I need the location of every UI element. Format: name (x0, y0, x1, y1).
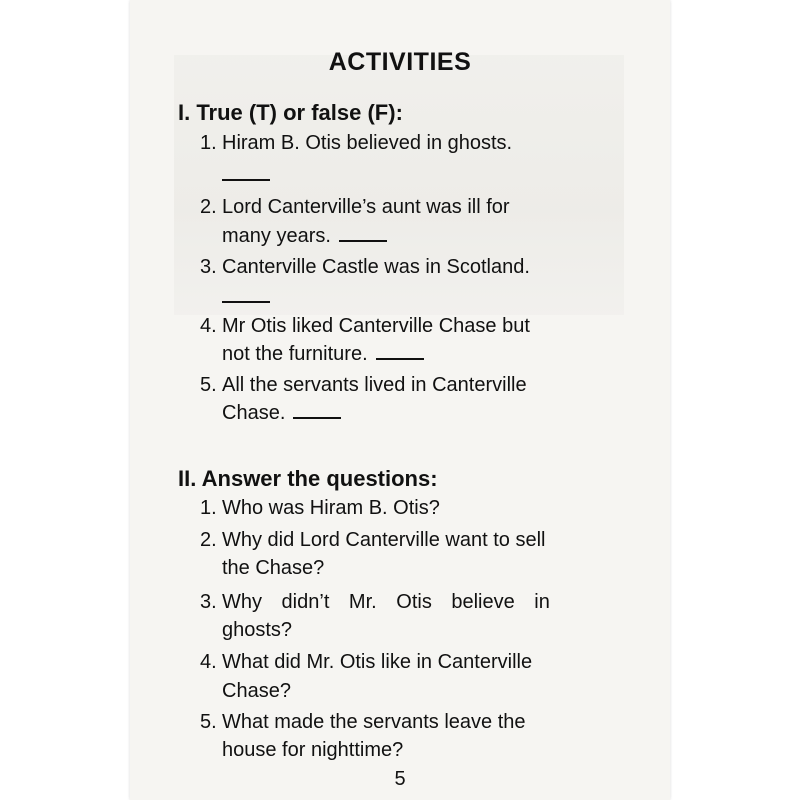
question-text: What made the servants leave the (222, 711, 526, 733)
item-number: 1. (200, 132, 217, 154)
answer-blank[interactable] (222, 286, 270, 309)
item-text: Lord Canterville’s aunt was ill for (222, 196, 510, 218)
item-number: 5. (200, 711, 217, 733)
question-text: Chase? (222, 680, 291, 702)
item-number: 4. (200, 651, 217, 673)
item-number: 3. (200, 256, 217, 278)
item-number: 1. (200, 497, 217, 519)
item-text: All the servants lived in Canterville (222, 374, 527, 396)
item-text: not the furniture. (222, 343, 368, 365)
answer-blank[interactable] (293, 402, 341, 419)
answer-blank[interactable] (376, 343, 424, 360)
item-number: 5. (200, 374, 217, 396)
item-number: 2. (200, 529, 217, 551)
item-text: Mr Otis liked Canterville Chase but (222, 315, 530, 337)
question-text: Why didn’t Mr. Otis believe in (222, 591, 550, 613)
question-text: ghosts? (222, 619, 293, 641)
item-text: Canterville Castle was in Scotland. (222, 256, 530, 278)
section-heading-true-false: I. True (T) or false (F): (178, 100, 403, 125)
answer-blank[interactable] (222, 164, 270, 187)
item-text: many years. (222, 225, 331, 247)
page-number: 5 (394, 768, 406, 790)
question-text: house for nighttime? (222, 739, 404, 761)
question-text: Why did Lord Canterville want to sell (222, 529, 546, 551)
item-text: Hiram B. Otis believed in ghosts. (222, 132, 513, 154)
item-text-line (222, 402, 341, 425)
question-text: Who was Hiram B. Otis? (222, 497, 440, 519)
item-number: 3. (200, 591, 217, 613)
item-number: 4. (200, 315, 217, 337)
item-text: Chase. (222, 402, 286, 424)
question-text: What did Mr. Otis like in Canterville (222, 651, 533, 673)
section-heading-questions: II. Answer the questions: (178, 466, 438, 491)
book-page (130, 0, 670, 800)
answer-blank[interactable] (339, 225, 387, 242)
question-text: the Chase? (222, 557, 325, 579)
item-number: 2. (200, 196, 217, 218)
page-title: ACTIVITIES (328, 48, 472, 76)
item-text-line (222, 225, 387, 248)
item-text-line (222, 343, 424, 366)
